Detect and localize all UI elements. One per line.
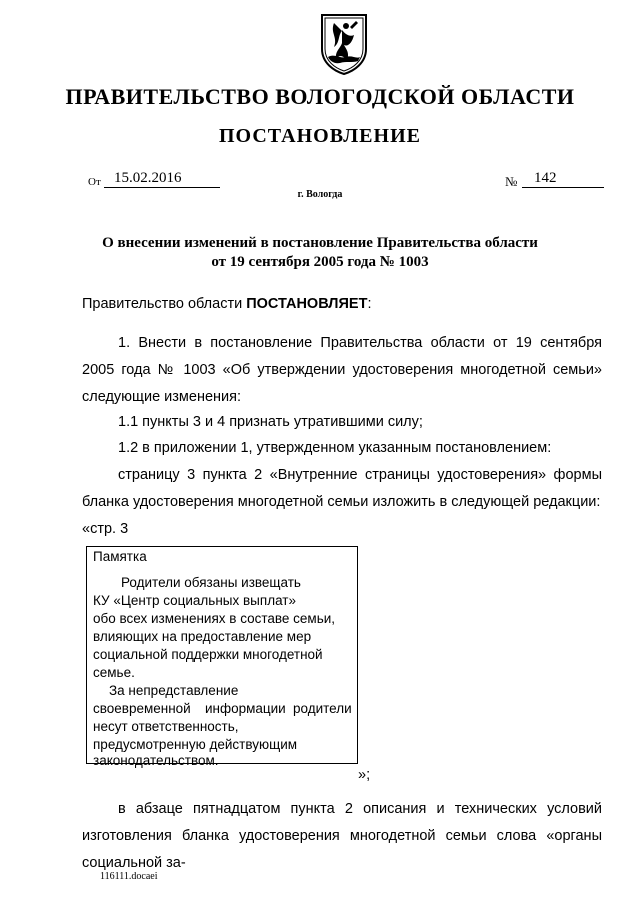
memo-line: родители (293, 701, 352, 716)
memo-line: влияющих на предоставление мер (93, 629, 312, 644)
intro-colon: : (367, 296, 372, 312)
memo-line: несут ответственность, (93, 719, 239, 734)
memo-line: За непредставление (109, 683, 239, 698)
memo-line: социальной поддержки многодетной (93, 647, 323, 662)
document-type: ПОСТАНОВЛЕНИЕ (219, 125, 421, 147)
quote-start: «стр. 3 (82, 521, 129, 537)
intro-text: Правительство области (82, 296, 247, 312)
memo-line: предусмотренную действующим (93, 737, 298, 752)
memo-line: своевременной (93, 701, 191, 716)
paragraph-1-1: 1.1 пункты 3 и 4 признать утратившими силу; (118, 414, 423, 430)
coat-of-arms-icon (320, 13, 368, 75)
subject-line-2: от 19 сентября 2005 года № 1003 (211, 254, 429, 270)
document-date: 15.02.2016 (104, 169, 220, 188)
document-number: 142 (522, 169, 604, 188)
intro-bold: ПОСТАНОВЛЯЕТ (246, 296, 368, 312)
document-subject (0, 234, 640, 272)
resolution-intro (82, 296, 371, 312)
file-reference: 116111.docaei (100, 871, 158, 882)
date-prefix: От (88, 176, 101, 188)
memo-line: КУ «Центр социальных выплат» (93, 593, 296, 608)
paragraph-1: 1. Внести в постановление Правительства области от 19 сентября 2005 года № 1003 «Об утверждении удостоверения многодетной семьи» следующие изменения: (82, 335, 602, 405)
memo-box (86, 546, 358, 768)
paragraph-last: в абзаце пятнадцатом пункта 2 описания и технических условий изготовления бланка удостоверения многодетной семьи слова «органы социальной за- (82, 801, 602, 871)
memo-line: семье. (93, 665, 135, 680)
memo-line: информации (205, 701, 286, 716)
paragraph-page: страницу 3 пункта 2 «Внутренние страницы удостоверения» формы бланка удостоверения многодетной семьи изложить в следующей редакции: (82, 467, 602, 510)
quote-end: »; (358, 767, 371, 783)
number-prefix: № (505, 174, 518, 189)
paragraph-1-2: 1.2 в приложении 1, утвержденном указанным постановлением: (118, 440, 552, 456)
memo-line: обо всех изменениях в составе семьи, (93, 611, 336, 626)
subject-line-1: О внесении изменений в постановление Правительства области (102, 235, 538, 251)
government-title: ПРАВИТЕЛЬСТВО ВОЛОГОДСКОЙ ОБЛАСТИ (65, 84, 575, 109)
memo-title: Памятка (93, 549, 147, 564)
memo-line: законодательством. (93, 753, 219, 768)
memo-line: Родители обязаны извещать (121, 575, 301, 590)
city: г. Вологда (297, 189, 343, 200)
